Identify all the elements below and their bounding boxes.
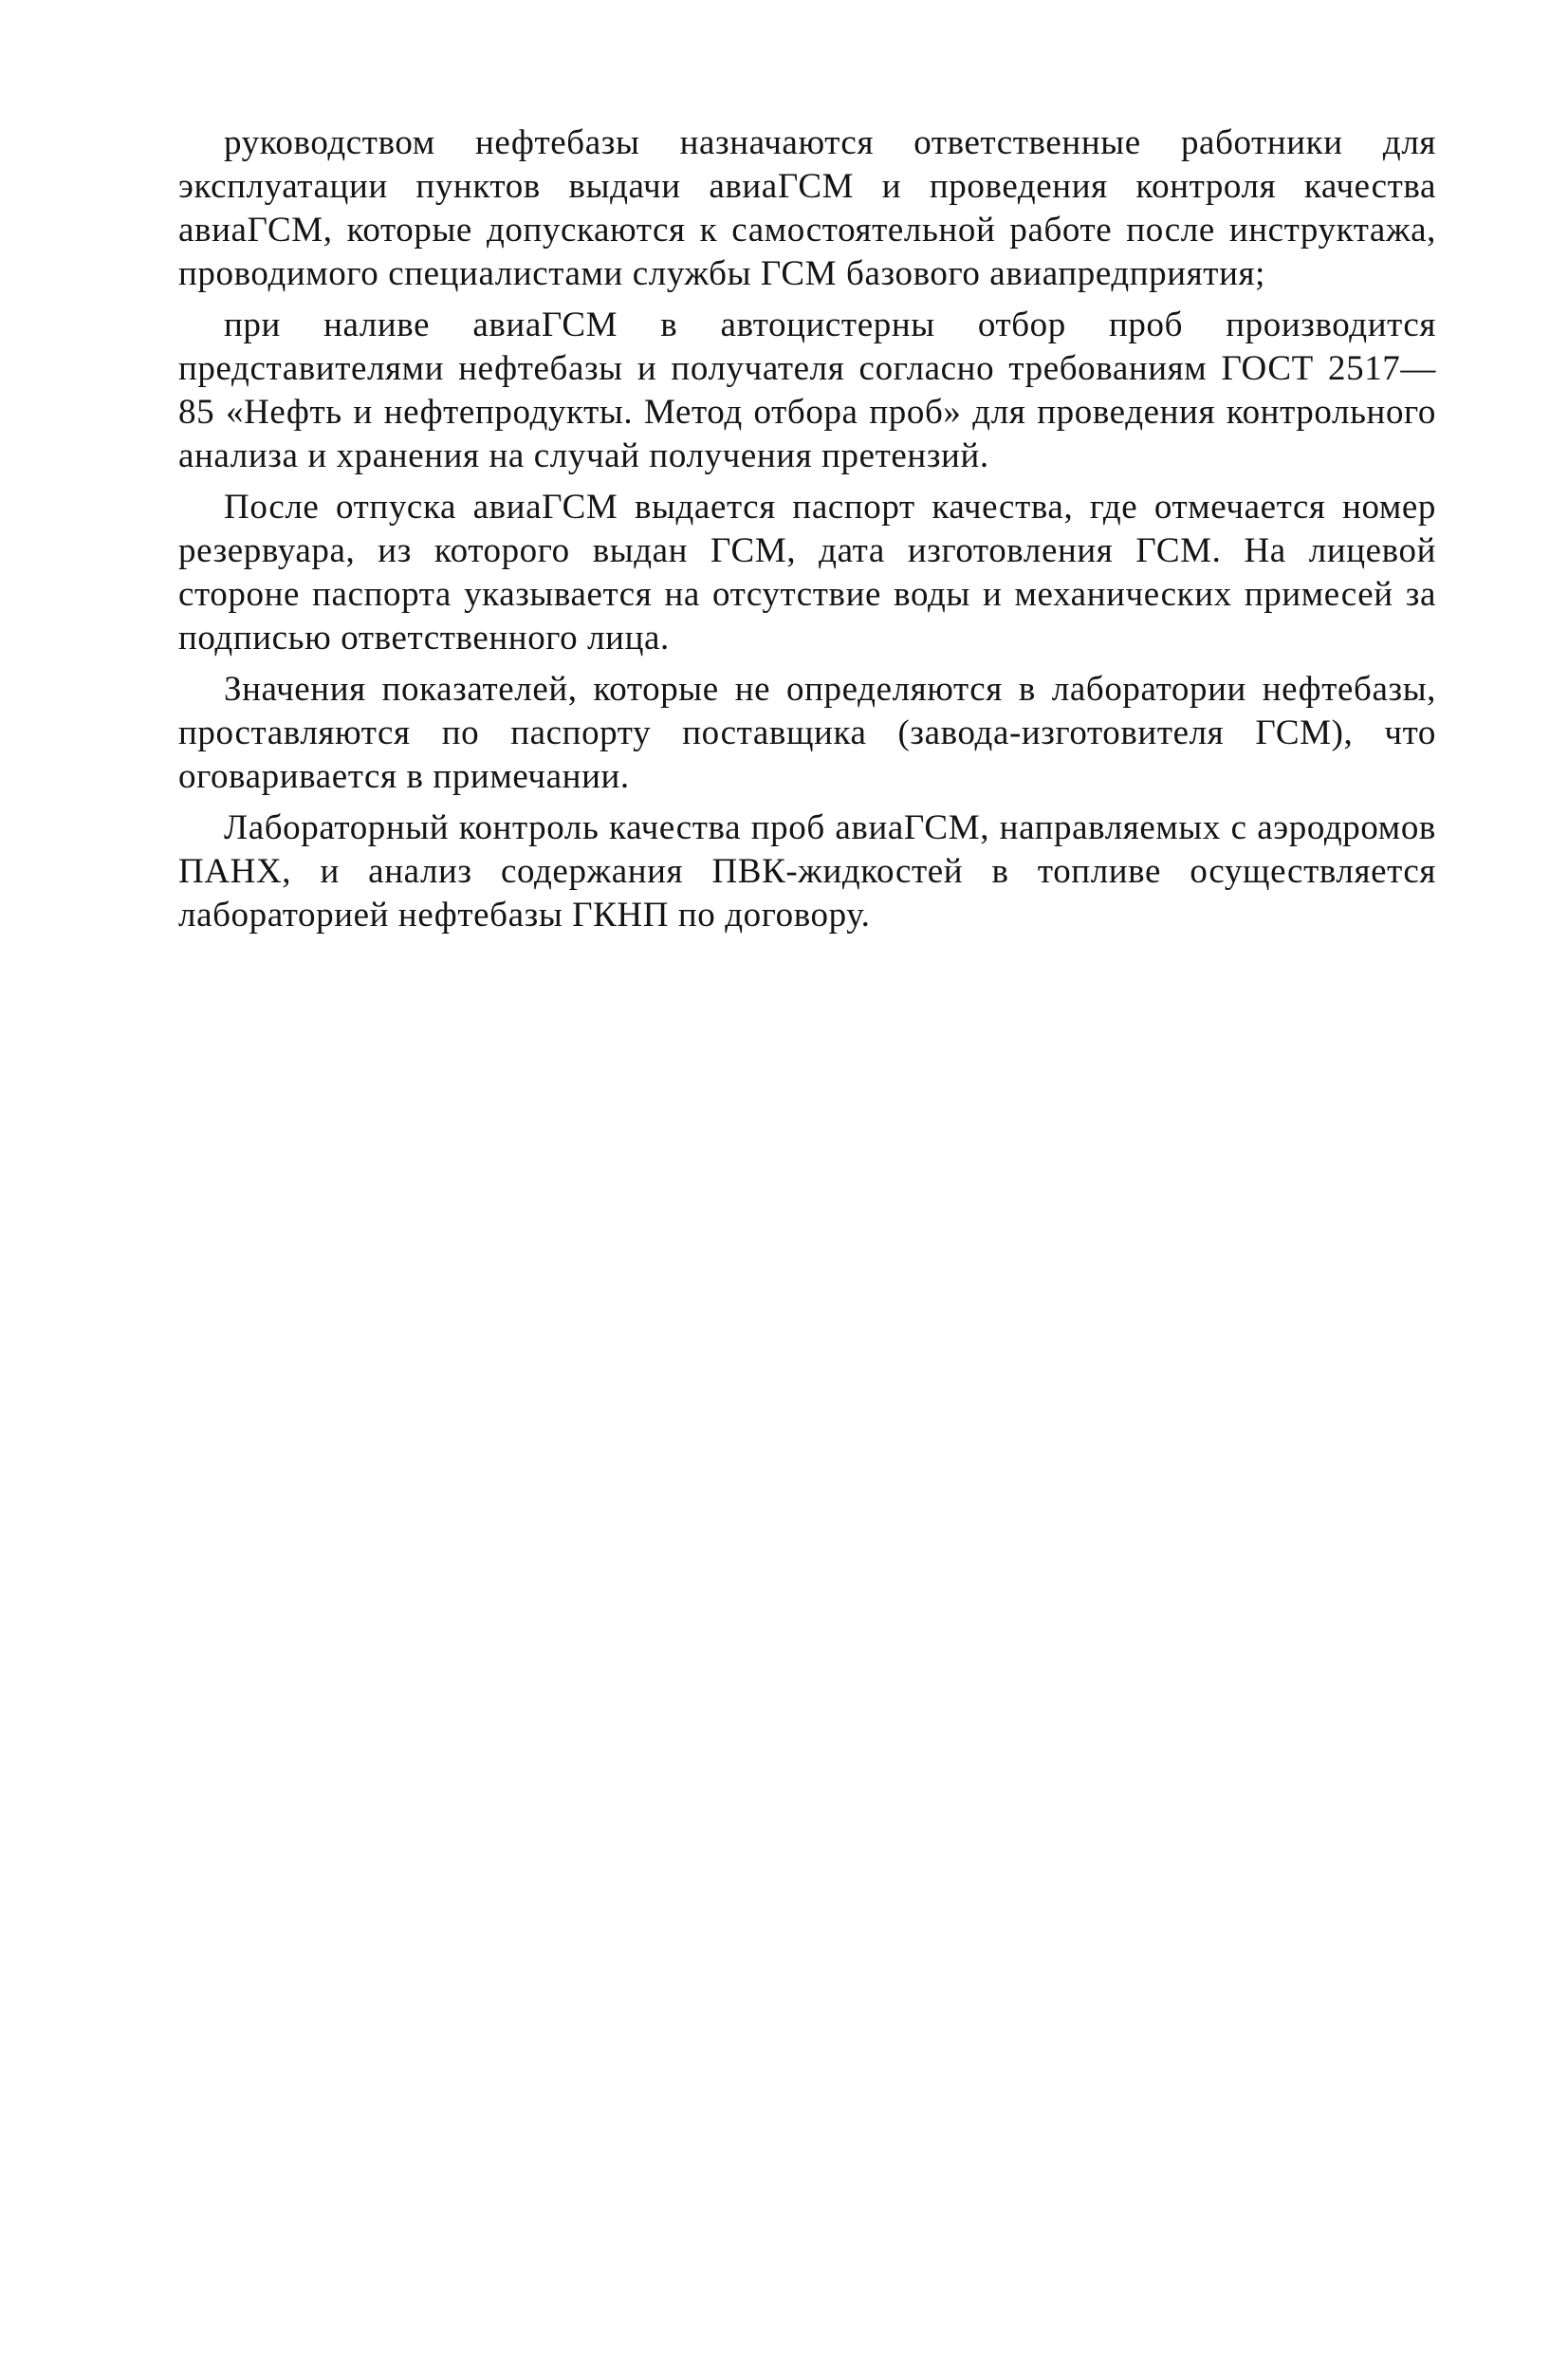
body-text [178, 121, 1436, 945]
paragraph-5: Лабораторный контроль качества проб авиаГСМ, направляемых с аэродромов ПАНХ, и анализ содержания ПВК-жидкостей в топливе осуществляется лабораторией нефтебазы ГКНП по договору. [178, 808, 1436, 935]
paragraph-4: Значения показателей, которые не определяются в лаборатории нефтебазы, проставляются по паспорту поставщика (завода-изготовителя ГСМ), что оговаривается в примечании. [178, 670, 1436, 796]
paragraph-1: руководством нефтебазы назначаются ответственные работники для эксплуатации пунктов выдачи авиаГСМ и проведения контроля качества авиаГСМ, которые допускаются к самостоятельной работе после инструктажа, проводимого специалистами службы ГСМ базового авиапредприятия; [178, 123, 1436, 293]
paragraph-2: при наливе авиаГСМ в автоцистерны отбор проб производится представителями нефтебазы и получателя согласно требованиям ГОСТ 2517—85 «Нефть и нефтепродукты. Метод отбора проб» для проведения контрольного анализа и хранения на случай получения претензий. [178, 306, 1436, 475]
paragraph-3: После отпуска авиаГСМ выдается паспорт качества, где отмечается номер резервуара, из которого выдан ГСМ, дата изготовления ГСМ. На лицевой стороне паспорта указывается на отсутствие воды и механических примесей за подписью ответственного лица. [178, 488, 1436, 658]
